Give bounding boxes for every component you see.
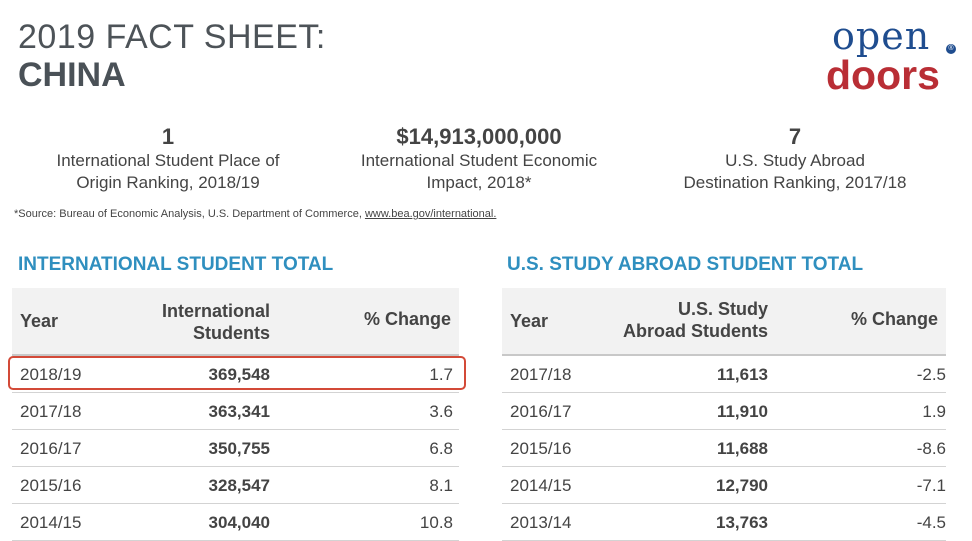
stat-label-line1: International Student Place of bbox=[56, 151, 280, 170]
cell-students: 363,341 bbox=[208, 402, 270, 421]
header-year: Year bbox=[510, 311, 549, 331]
stat-economic-impact bbox=[330, 124, 628, 194]
cell-change: -8.6 bbox=[916, 439, 946, 458]
stat-destination-ranking bbox=[650, 124, 940, 194]
table-row bbox=[12, 430, 459, 467]
cell-students: 369,548 bbox=[208, 365, 270, 384]
cell-year: 2017/18 bbox=[510, 365, 572, 384]
cell-students: 328,547 bbox=[208, 476, 270, 495]
study-abroad-table bbox=[502, 288, 946, 541]
logo-open-text: open bbox=[832, 14, 931, 58]
stat-value: 7 bbox=[788, 124, 802, 149]
stat-value: 1 bbox=[161, 124, 175, 149]
header-students-line1: International bbox=[161, 301, 270, 321]
cell-year: 2014/15 bbox=[20, 513, 82, 532]
table-body bbox=[502, 356, 946, 541]
header-students-line2: Students bbox=[192, 323, 270, 343]
header-students bbox=[162, 300, 270, 344]
cell-change: 8.1 bbox=[429, 476, 453, 495]
stat-value: $14,913,000,000 bbox=[396, 124, 562, 149]
header-students-line1: U.S. Study bbox=[677, 299, 768, 319]
source-link[interactable]: www.bea.gov/international. bbox=[364, 208, 497, 220]
cell-year: 2017/18 bbox=[20, 402, 82, 421]
cell-change: 10.8 bbox=[419, 513, 453, 532]
cell-students: 11,688 bbox=[716, 439, 768, 458]
table-row bbox=[12, 504, 459, 541]
section-title-study-abroad: U.S. STUDY ABROAD STUDENT TOTAL bbox=[507, 254, 864, 275]
cell-students: 11,613 bbox=[716, 365, 768, 384]
table-row bbox=[12, 467, 459, 504]
table-row bbox=[502, 356, 946, 393]
stat-label-line2: Origin Ranking, 2018/19 bbox=[76, 173, 260, 192]
header-change: % Change bbox=[363, 309, 451, 329]
stat-label-line2: Impact, 2018* bbox=[426, 173, 532, 192]
table-header bbox=[12, 288, 459, 356]
cell-year: 2016/17 bbox=[510, 402, 572, 421]
table-row bbox=[502, 393, 946, 430]
stat-label-line1: U.S. Study Abroad bbox=[725, 151, 865, 170]
cell-year: 2015/16 bbox=[510, 439, 572, 458]
source-text: *Source: Bureau of Economic Analysis, U.S. Department of Commerce, bbox=[14, 208, 365, 220]
cell-year: 2018/19 bbox=[20, 365, 82, 384]
cell-students: 12,790 bbox=[716, 476, 768, 495]
header-students bbox=[623, 298, 768, 342]
cell-year: 2015/16 bbox=[20, 476, 82, 495]
cell-year: 2013/14 bbox=[510, 513, 572, 532]
table-row bbox=[12, 393, 459, 430]
cell-change: -7.1 bbox=[916, 476, 946, 495]
cell-students: 11,910 bbox=[716, 402, 768, 421]
header-students-line2: Abroad Students bbox=[622, 321, 768, 341]
source-note bbox=[14, 208, 496, 220]
international-student-table bbox=[12, 288, 459, 541]
page-title-line1: 2019 FACT SHEET: bbox=[18, 18, 326, 56]
table-row bbox=[502, 467, 946, 504]
cell-change: -4.5 bbox=[916, 513, 946, 532]
open-doors-logo bbox=[826, 14, 966, 98]
cell-students: 304,040 bbox=[208, 513, 270, 532]
cell-change: 1.9 bbox=[922, 402, 946, 421]
table-header bbox=[502, 288, 946, 356]
table-row bbox=[502, 504, 946, 541]
section-title-international: INTERNATIONAL STUDENT TOTAL bbox=[18, 254, 334, 275]
logo-doors-text: doors bbox=[826, 52, 940, 98]
cell-change: 3.6 bbox=[429, 402, 453, 421]
cell-students: 13,763 bbox=[716, 513, 768, 532]
cell-year: 2014/15 bbox=[510, 476, 572, 495]
stat-label-line2: Destination Ranking, 2017/18 bbox=[683, 173, 907, 192]
table-row bbox=[502, 430, 946, 467]
header-year: Year bbox=[20, 311, 59, 331]
stat-label-line1: International Student Economic bbox=[360, 151, 598, 170]
page-title-country: CHINA bbox=[18, 56, 126, 94]
stat-origin-ranking bbox=[30, 124, 306, 194]
cell-change: 1.7 bbox=[429, 365, 453, 384]
cell-change: 6.8 bbox=[429, 439, 453, 458]
cell-students: 350,755 bbox=[208, 439, 270, 458]
header-change: % Change bbox=[850, 309, 938, 329]
cell-year: 2016/17 bbox=[20, 439, 82, 458]
registered-mark-icon: ® bbox=[946, 44, 956, 54]
cell-change: -2.5 bbox=[916, 365, 946, 384]
highlight-box bbox=[8, 356, 466, 390]
